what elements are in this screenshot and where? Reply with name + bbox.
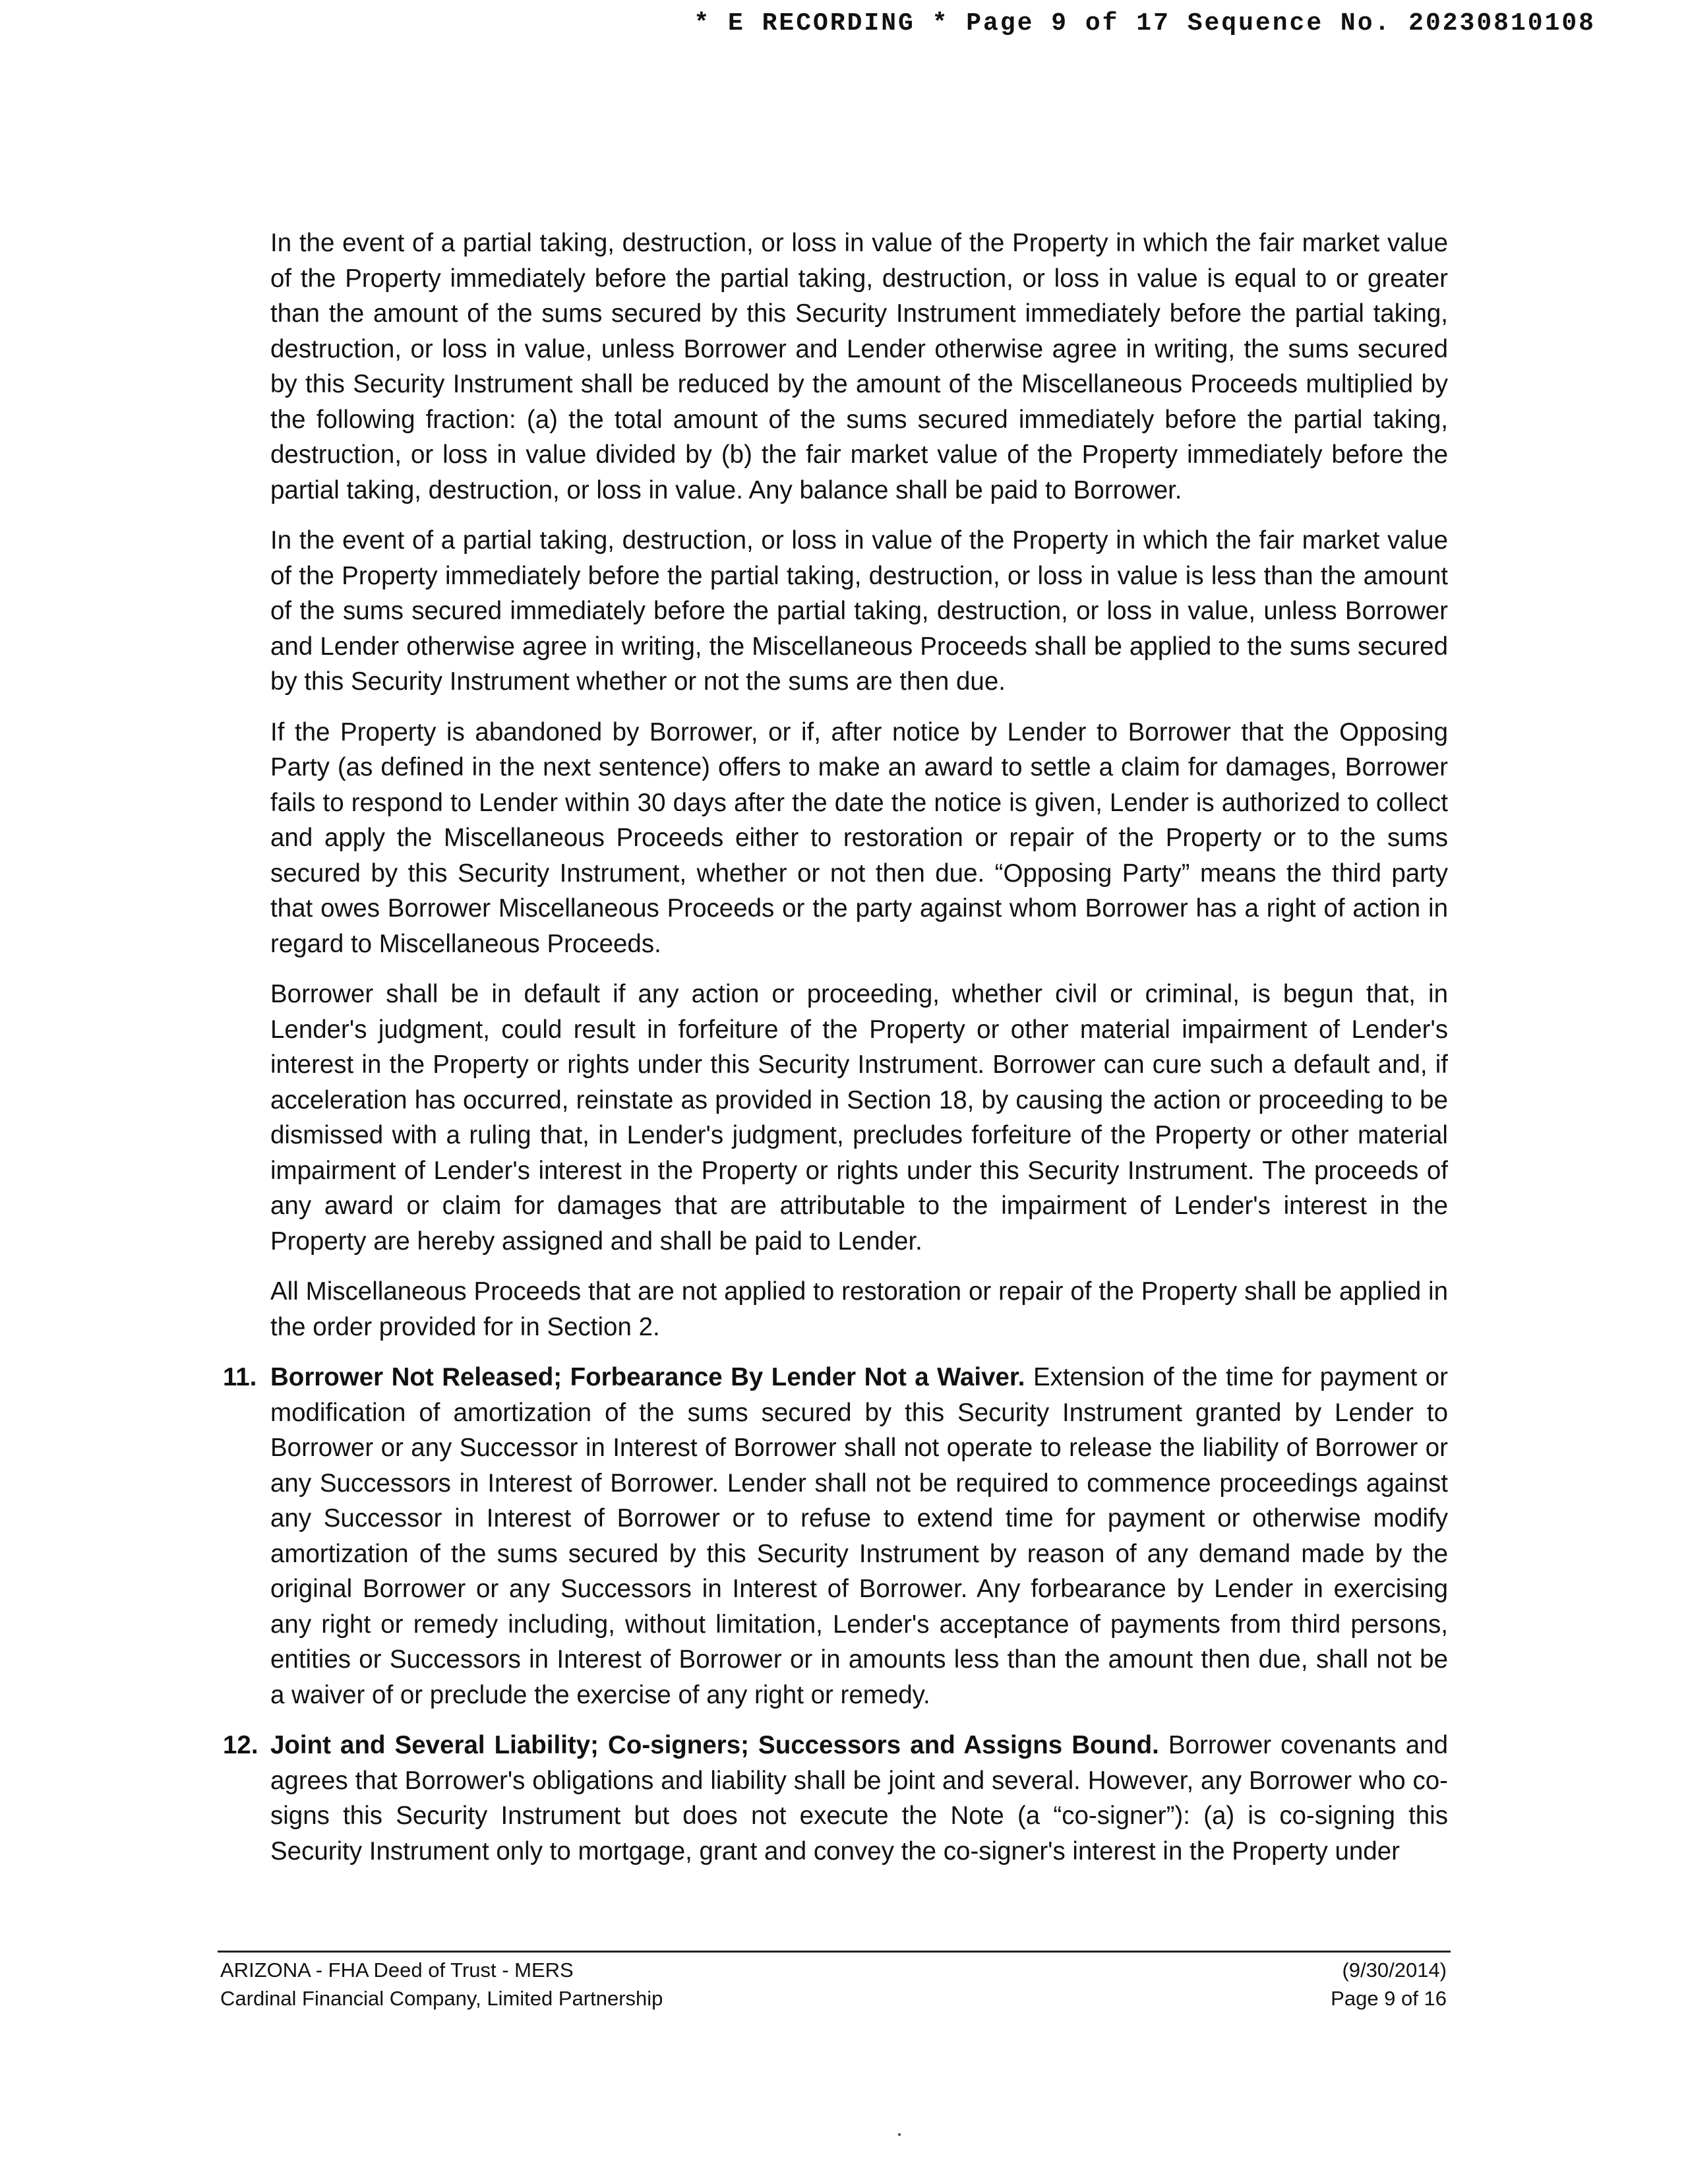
paragraph-default-proceeding: Borrower shall be in default if any action or proceeding, whether civil or criminal, is begun that, in Lender's judgment, could result in forfeiture of the Property or other material impairment of Lender's interest in the Property or rights under this Security Instrument. Borrower can cure such a default and, if acceleration has occurred, reinstate as provided in Section 18, by causing the action or proceeding to be dismissed with a ruling that, in Lender's judgment, precludes forfeiture of the Property or other material impairment of Lender's interest in the Property or rights under this Security Instrument. The proceeds of any award or claim for damages that are attributable to the impairment of Lender's interest in the Property are hereby assigned and shall be paid to Lender. (270, 980, 1448, 1256)
footer-form-date: (9/30/2014) (1342, 1958, 1447, 1982)
footer-company: Cardinal Financial Company, Limited Partnership (220, 1987, 663, 2010)
section-12 (191, 1728, 1448, 1869)
footer-divider (218, 1951, 1451, 1953)
section-12-title: Joint and Several Liability; Co-signers; Successors and Assigns Bound. (270, 1731, 1159, 1759)
scan-speck (898, 2133, 901, 2136)
page-footer (220, 1956, 1447, 2013)
footer-page-number: Page 9 of 16 (1331, 1987, 1447, 2010)
section-11-title: Borrower Not Released; Forbearance By Lender Not a Waiver. (270, 1363, 1025, 1391)
document-body (191, 226, 1448, 1884)
paragraph-partial-taking-equal: In the event of a partial taking, destruction, or loss in value of the Property in which the fair market value of the Property immediately before the partial taking, destruction, or loss in value is equal to or greater than the amount of the sums secured by this Security Instrument immediately before the partial taking, destruction, or loss in value, unless Borrower and Lender otherwise agree in writing, the sums secured by this Security Instrument shall be reduced by the amount of the Miscellaneous Proceeds multiplied by the following fraction: (a) the total amount of the sums secured immediately before the partial taking, destruction, or loss in value divided by (b) the fair market value of the Property immediately before the partial taking, destruction, or loss in value. Any balance shall be paid to Borrower. (270, 229, 1448, 504)
section-12-number: 12. (223, 1731, 258, 1759)
section-11-number: 11. (223, 1363, 257, 1391)
section-11 (191, 1360, 1448, 1713)
footer-form-name: ARIZONA - FHA Deed of Trust - MERS (220, 1958, 574, 1982)
footer-left (220, 1956, 663, 2013)
paragraph-partial-taking-less: In the event of a partial taking, destruction, or loss in value of the Property in which the fair market value of the Property immediately before the partial taking, destruction, or loss in value is less than the amount of the sums secured immediately before the partial taking, destruction, or loss in value, unless Borrower and Lender otherwise agree in writing, the Miscellaneous Proceeds shall be applied to the sums secured by this Security Instrument whether or not the sums are then due. (270, 526, 1448, 696)
recording-header: * E RECORDING * Page 9 of 17 Sequence No. 20230810108 (694, 9, 1596, 38)
paragraph-misc-proceeds-order: All Miscellaneous Proceeds that are not applied to restoration or repair of the Property shall be applied in the order provided for in Section 2. (270, 1277, 1448, 1341)
section-12-text: Borrower covenants and agrees that Borrower's obligations and liability shall be joint and several. However, any Borrower who co-signs this Security Instrument but does not execute the Note (a “co-signer”): (a) is co-signing this Security Instrument only to mortgage, grant and convey the co-signer's interest in the Property under (270, 1731, 1448, 1866)
footer-right (1331, 1956, 1447, 2013)
section-11-text: Extension of the time for payment or modification of amortization of the sums secured by this Security Instrument granted by Lender to Borrower or any Successor in Interest of Borrower shall not operate to release the liability of Borrower or any Successors in Interest of Borrower. Lender shall not be required to commence proceedings against any Successor in Interest of Borrower or to refuse to extend time for payment or otherwise modify amortization of the sums secured by this Security Instrument by reason of any demand made by the original Borrower or any Successors in Interest of Borrower. Any forbearance by Lender in exercising any right or remedy including, without limitation, Lender's acceptance of payments from third persons, entities or Successors in Interest of Borrower or in amounts less than the amount then due, shall not be a waiver of or preclude the exercise of any right or remedy. (270, 1363, 1449, 1709)
paragraph-abandoned-property: If the Property is abandoned by Borrower, or if, after notice by Lender to Borrower that the Opposing Party (as defined in the next sentence) offers to make an award to settle a claim for damages, Borrower fails to respond to Lender within 30 days after the date the notice is given, Lender is authorized to collect and apply the Miscellaneous Proceeds either to restoration or repair of the Property or to the sums secured by this Security Instrument, whether or not then due. “Opposing Party” means the third party that owes Borrower Miscellaneous Proceeds or the party against whom Borrower has a right of action in regard to Miscellaneous Proceeds. (270, 717, 1448, 958)
